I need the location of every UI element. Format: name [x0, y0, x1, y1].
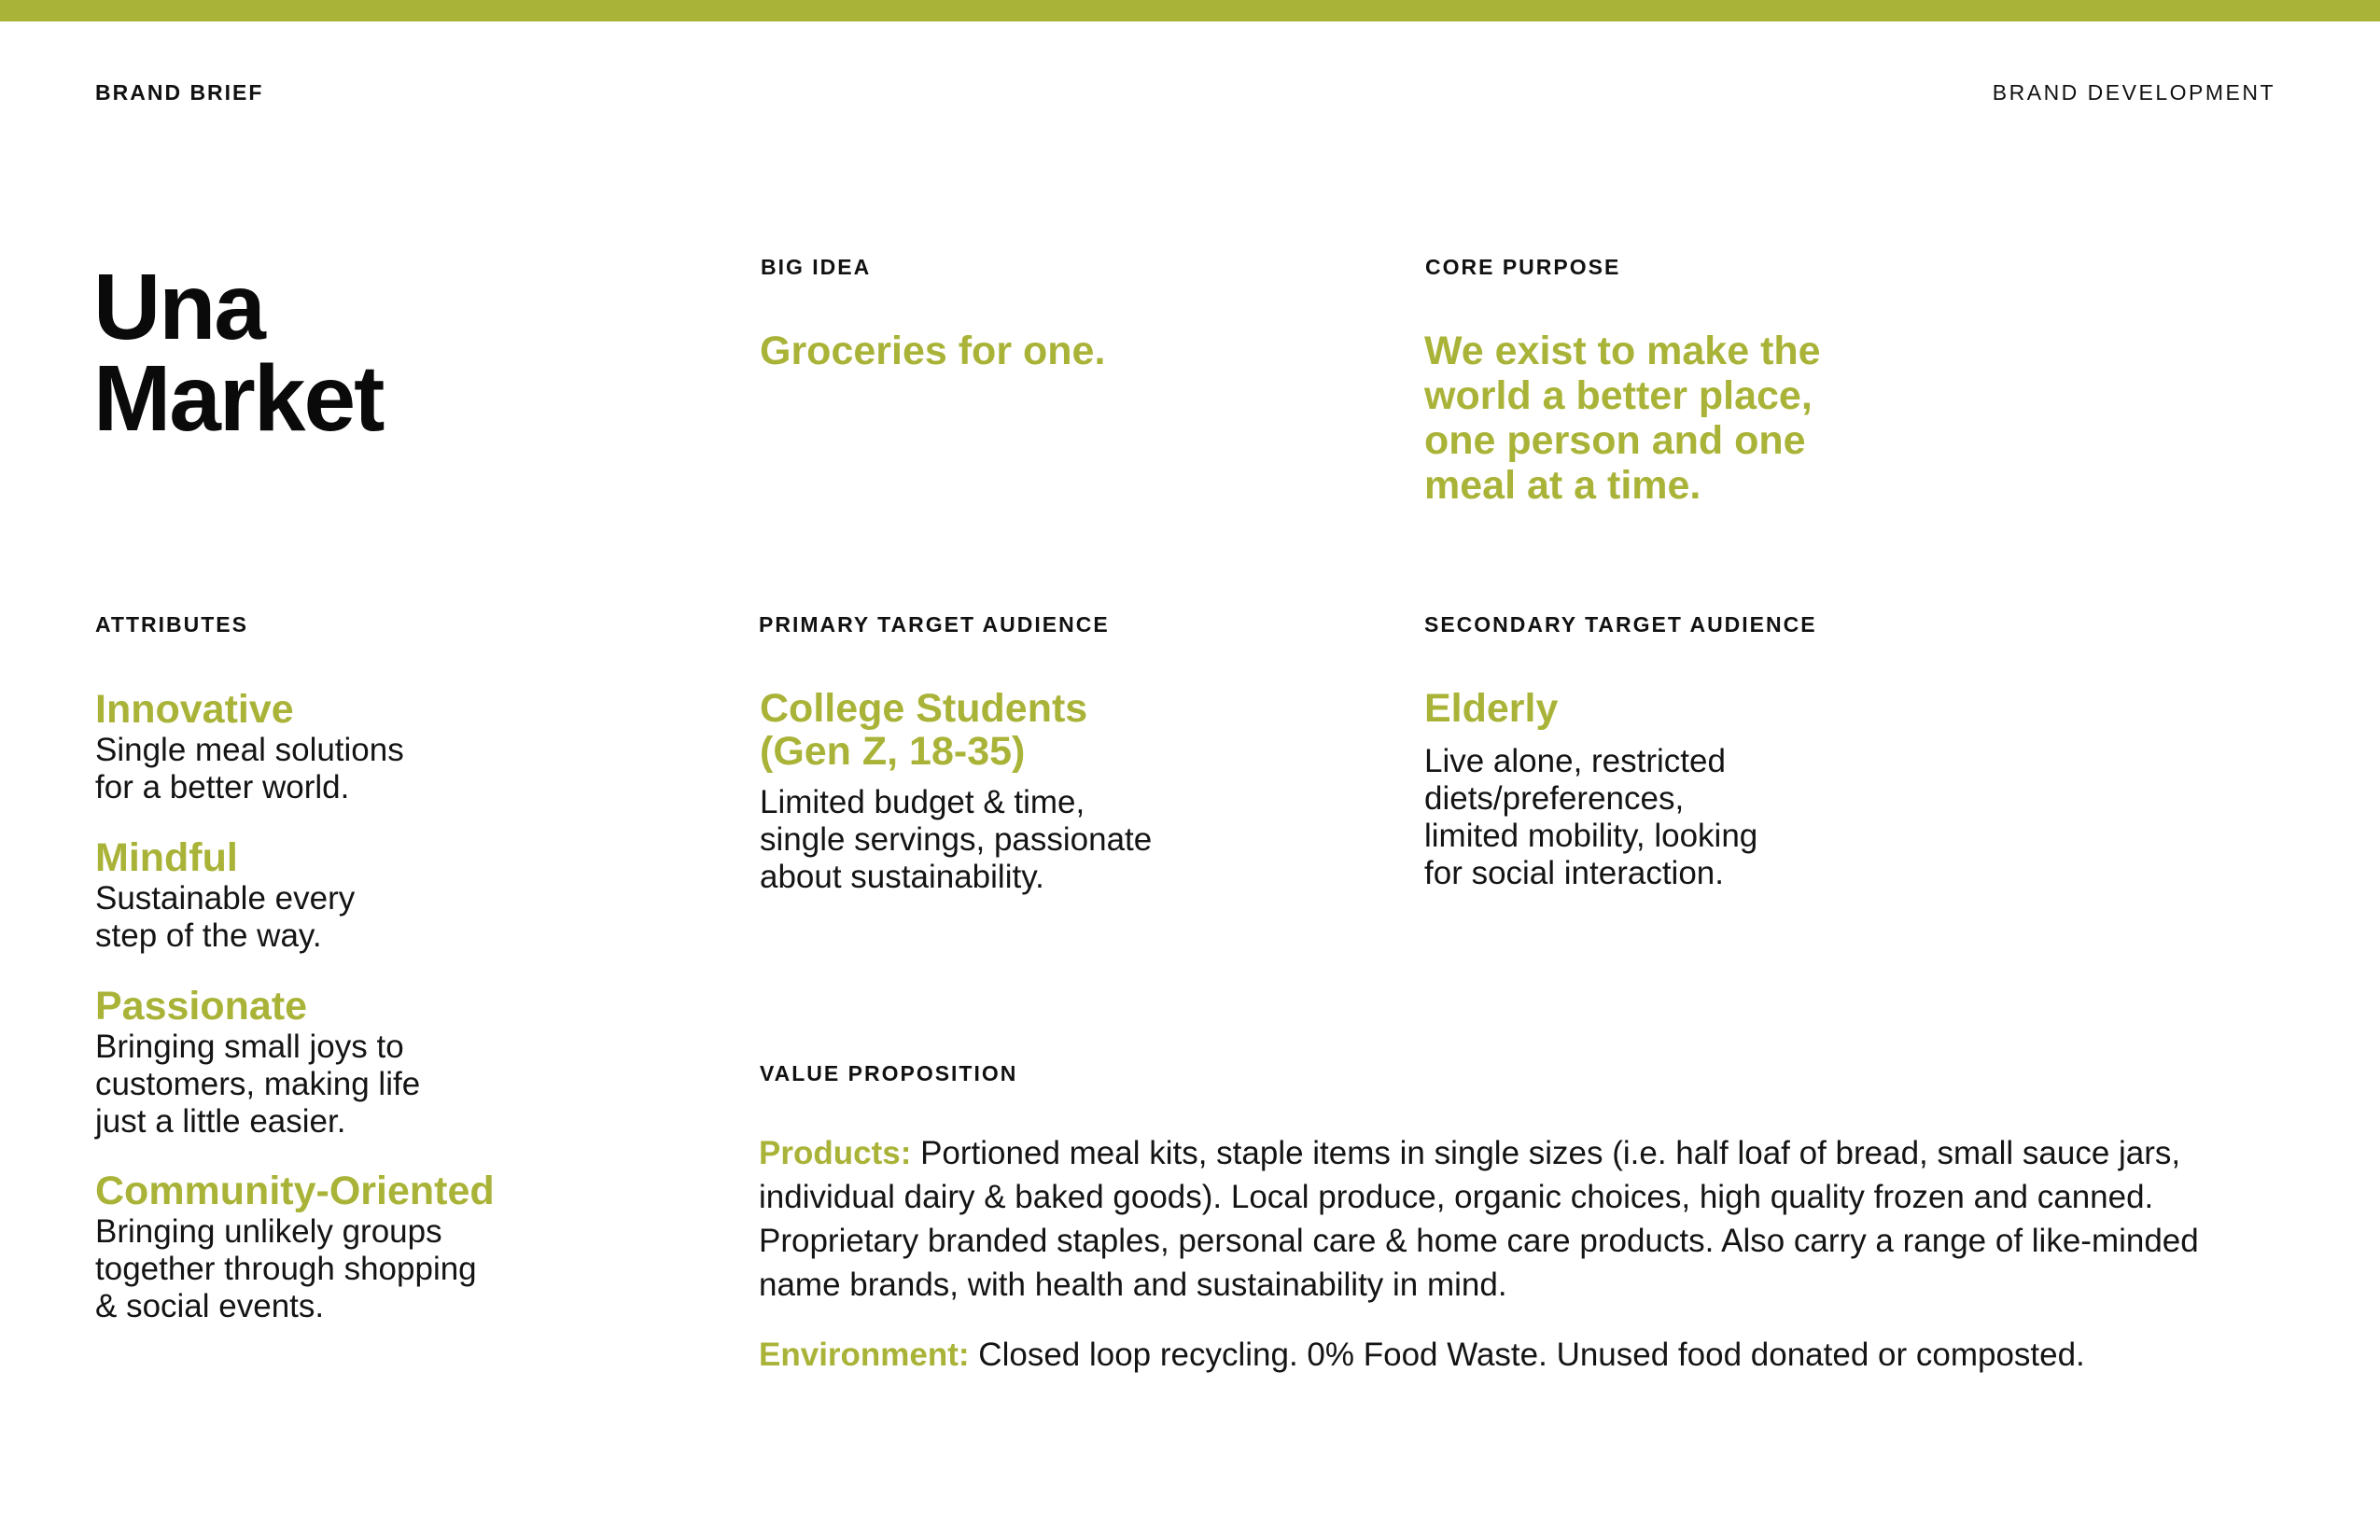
attribute-desc-line: for a better world.	[95, 769, 350, 805]
title-line-2: Market	[93, 346, 384, 451]
attribute-desc-line: step of the way.	[95, 917, 322, 954]
value-proposition-label: VALUE PROPOSITION	[760, 1061, 1018, 1085]
audience-desc-line: Live alone, restricted	[1424, 743, 1726, 779]
primary-audience-label: PRIMARY TARGET AUDIENCE	[759, 612, 1110, 637]
audience-name-line: College Students	[760, 686, 1088, 731]
environment-label: Environment:	[759, 1337, 979, 1373]
attribute-community-oriented	[95, 1169, 618, 1325]
core-purpose-text	[1424, 329, 1821, 508]
products-label: Products:	[759, 1135, 921, 1171]
attribute-desc-line: Bringing unlikely groups	[95, 1213, 442, 1250]
page-title	[93, 255, 384, 451]
audience-desc-line: diets/preferences,	[1424, 780, 1685, 817]
big-idea-text: Groceries for one.	[760, 329, 1106, 373]
value-proposition-environment	[759, 1333, 2205, 1377]
attribute-desc-line: Single meal solutions	[95, 732, 404, 768]
primary-audience-desc	[760, 784, 1338, 896]
attribute-name: Mindful	[95, 835, 238, 880]
secondary-audience-name	[1424, 687, 1984, 730]
secondary-audience-desc	[1424, 743, 1984, 892]
value-proposition-products	[759, 1131, 2205, 1307]
core-purpose-line: We exist to make the	[1424, 329, 1821, 373]
attribute-desc-line: Sustainable every	[95, 880, 356, 917]
primary-audience-name	[760, 687, 1338, 773]
secondary-audience	[1424, 687, 1984, 892]
attribute-desc	[95, 880, 618, 955]
attribute-desc-line: together through shopping	[95, 1251, 477, 1287]
core-purpose-label: CORE PURPOSE	[1425, 255, 1621, 279]
attribute-name: Community-Oriented	[95, 1169, 495, 1213]
attributes-label: ATTRIBUTES	[95, 612, 248, 637]
attribute-innovative	[95, 687, 618, 806]
attribute-desc	[95, 732, 618, 806]
audience-desc-line: about sustainability.	[760, 859, 1044, 895]
core-purpose-line: world a better place,	[1424, 373, 1813, 418]
audience-desc-line: single servings, passionate	[760, 821, 1153, 858]
core-purpose-line: meal at a time.	[1424, 463, 1701, 508]
title-line-1: Una	[93, 255, 264, 359]
attribute-name: Innovative	[95, 687, 294, 732]
header-brand-brief: BRAND BRIEF	[95, 80, 264, 105]
audience-name-line: (Gen Z, 18-35)	[760, 729, 1026, 774]
attribute-name: Passionate	[95, 984, 308, 1029]
audience-name-line: Elderly	[1424, 686, 1559, 731]
secondary-audience-label: SECONDARY TARGET AUDIENCE	[1424, 612, 1817, 637]
attribute-mindful	[95, 835, 618, 955]
attribute-desc-line: Bringing small joys to	[95, 1029, 404, 1065]
header-brand-development: BRAND DEVELOPMENT	[1992, 80, 2275, 105]
attribute-desc-line: just a little easier.	[95, 1103, 346, 1140]
big-idea-label: BIG IDEA	[761, 255, 872, 279]
attribute-desc	[95, 1213, 618, 1325]
attribute-passionate	[95, 984, 618, 1141]
audience-desc-line: limited mobility, looking	[1424, 818, 1758, 854]
audience-desc-line: Limited budget & time,	[760, 784, 1085, 820]
attribute-desc-line: customers, making life	[95, 1066, 421, 1102]
primary-audience	[760, 687, 1338, 896]
audience-desc-line: for social interaction.	[1424, 855, 1724, 891]
attribute-desc-line: & social events.	[95, 1288, 325, 1324]
top-accent-bar	[0, 0, 2380, 21]
products-text: Portioned meal kits, staple items in single sizes (i.e. half loaf of bread, small sauce jars, individual dairy & baked goods). Local produce, organic choices, high quality frozen and canned. Proprietary branded staples, personal care & home care products. Also carry a range of like-minded name brands, with health and sustainability in mind.	[759, 1135, 2199, 1303]
attribute-desc	[95, 1029, 618, 1141]
environment-text: Closed loop recycling. 0% Food Waste. Unused food donated or composted.	[978, 1337, 2085, 1373]
core-purpose-line: one person and one	[1424, 418, 1806, 463]
